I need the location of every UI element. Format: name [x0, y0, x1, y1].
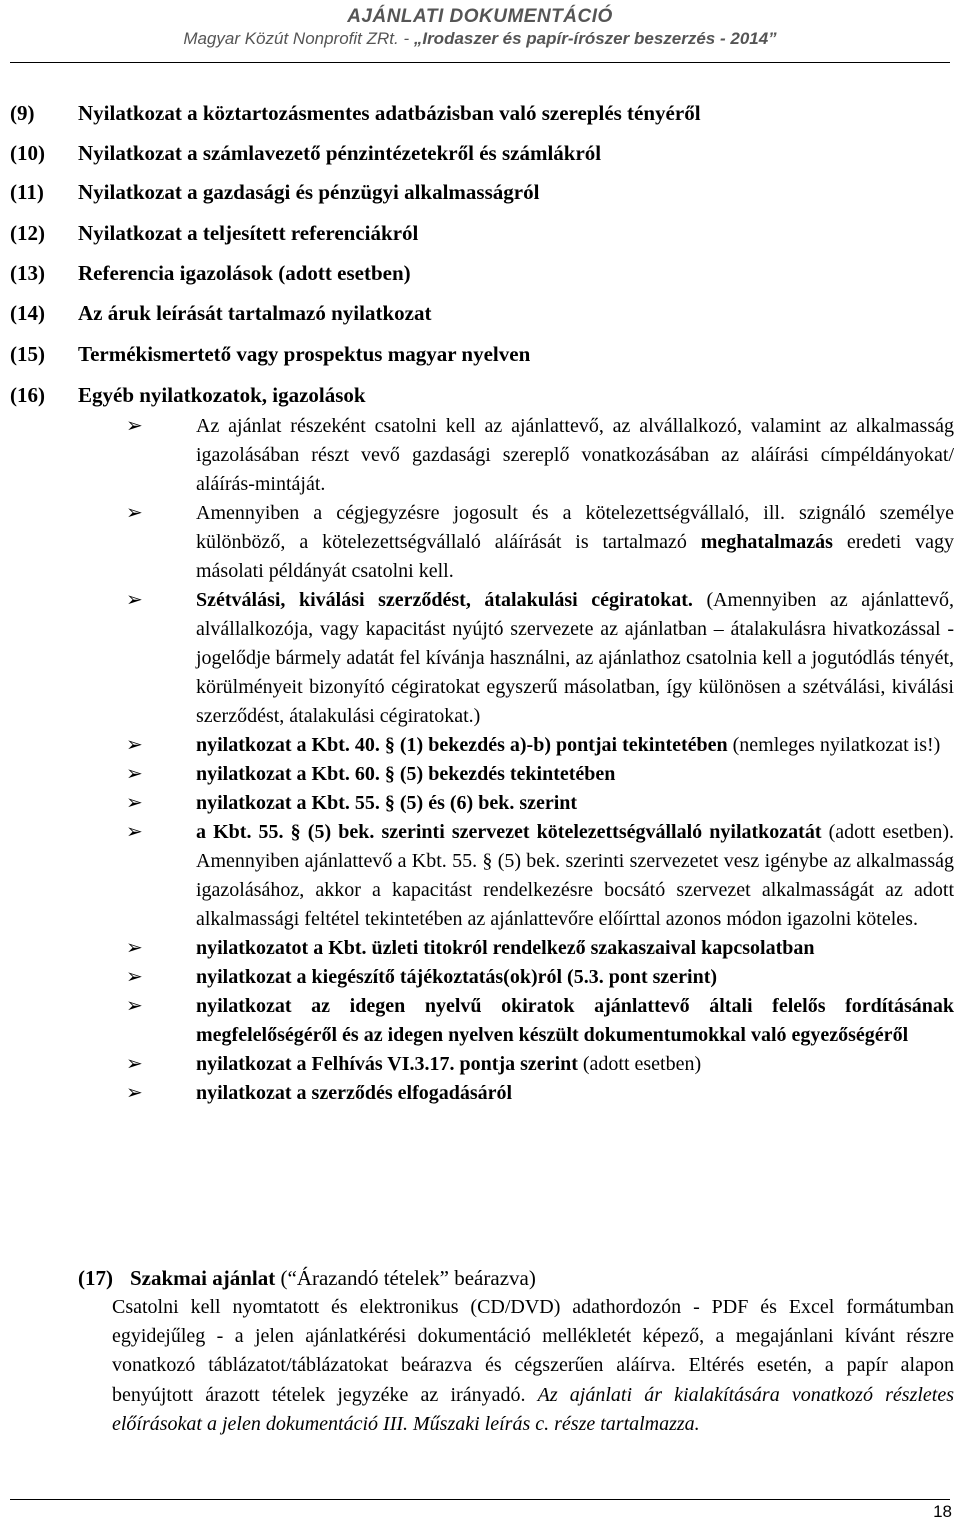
bullet-bold: nyilatkozat a Kbt. 60. § (5) bekezdés tekintetében [196, 763, 616, 785]
list-item [10, 259, 411, 287]
arrow-bullet-icon: ➢ [126, 1053, 143, 1075]
item-text: Nyilatkozat a köztartozásmentes adatbázisban való szereplés tényéről [78, 101, 701, 125]
item-number: (13) [10, 261, 45, 285]
bullet-bold: nyilatkozatot a Kbt. üzleti titokról rendelkező szakaszaival kapcsolatban [196, 937, 815, 959]
item-number: (16) [10, 383, 45, 407]
arrow-bullet-icon: ➢ [126, 966, 143, 988]
page-header [0, 6, 960, 50]
bullet-list [126, 412, 954, 1108]
arrow-bullet-icon: ➢ [126, 792, 143, 814]
section-17-heading [78, 1264, 536, 1292]
list-item [10, 381, 366, 409]
arrow-bullet-icon: ➢ [126, 589, 143, 611]
footer-divider [10, 1499, 950, 1500]
item-text: Nyilatkozat a számlavezető pénzintézetekről és számlákról [78, 141, 602, 165]
bullet-item [126, 934, 954, 963]
bullet-text: (nemleges nyilatkozat is!) [727, 734, 941, 756]
list-item [10, 99, 701, 127]
bullet-item [126, 963, 954, 992]
bullet-text: (adott esetben) [577, 1053, 702, 1075]
item-number: (12) [10, 221, 45, 245]
bullet-item [126, 1050, 954, 1079]
bullet-text: (Amennyiben az ajánlattevő, alvállalkozója, vagy kapacitást nyújtó szervezete az ajánlatban – átalakulásra hivatkozással - jogelődje bármely adatát fel kívánja használni, az ajánlathoz csatolnia kell a jogutódlás tényét, körülményeit bizonyító cégiratokat egyszerű másolatban, így különösen a szétválási, kiválási szerződést, átalakulási cégiratokat.) [196, 589, 954, 727]
bullet-bold: nyilatkozat a kiegészítő tájékoztatás(ok)ról (5.3. pont szerint) [196, 966, 718, 988]
bullet-item [126, 412, 954, 499]
arrow-bullet-icon: ➢ [126, 1082, 143, 1104]
section-title-suffix: (“Árazandó tételek” beárazva) [275, 1266, 536, 1290]
header-divider [10, 62, 950, 63]
item-text: Termékismertető vagy prospektus magyar nyelven [78, 342, 531, 366]
bullet-item [126, 818, 954, 934]
bullet-text: eredeti vagy másolati példányát csatolni kell. [196, 531, 955, 582]
item-text: Az áruk leírását tartalmazó nyilatkozat [78, 301, 432, 325]
section-title: Szakmai ajánlat [130, 1266, 276, 1290]
bullet-bold: nyilatkozat a Kbt. 55. § (5) és (6) bek. szerint [196, 792, 578, 814]
bullet-bold: nyilatkozat az idegen nyelvű okiratok ajánlattevő általi felelős fordításának megfelelőségéről és az idegen nyelven készült dokumentumokkal való egyezőségéről [196, 995, 954, 1046]
arrow-bullet-icon: ➢ [126, 734, 143, 756]
item-number: (14) [10, 301, 45, 325]
item-number: (15) [10, 342, 45, 366]
list-item [10, 219, 418, 247]
item-text: Nyilatkozat a gazdasági és pénzügyi alkalmasságról [78, 180, 540, 204]
arrow-bullet-icon: ➢ [126, 937, 143, 959]
bullet-item [126, 731, 954, 760]
item-text: Nyilatkozat a teljesített referenciákról [78, 221, 419, 245]
item-text: Referencia igazolások (adott esetben) [78, 261, 411, 285]
bullet-item [126, 789, 954, 818]
bullet-bold: a Kbt. 55. § (5) bek. szerinti szervezet kötelezettségvállaló nyilatkozatát [196, 821, 822, 843]
bullet-bold: nyilatkozat a szerződés elfogadásáról [196, 1082, 513, 1104]
document-title: AJÁNLATI DOKUMENTÁCIÓ [347, 6, 613, 27]
subtitle-bold: „Irodaszer és papír-írószer beszerzés - 2014” [413, 29, 777, 48]
bullet-bold: nyilatkozat a Kbt. 40. § (1) bekezdés a)-b) pontjai tekintetében [196, 734, 728, 756]
bullet-bold: nyilatkozat a Felhívás VI.3.17. pontja szerint [196, 1053, 578, 1075]
bullet-item [126, 586, 954, 731]
subtitle-prefix: Magyar Közút Nonprofit ZRt. - [183, 29, 414, 48]
bullet-bold: Szétválási, kiválási szerződést, átalakulási cégiratokat. [196, 589, 693, 611]
section-body-text: Csatolni kell nyomtatott és elektronikus (CD/DVD) adathordozón - PDF és Excel formátumban egyidejűleg - a jelen ajánlatkérési dokumentáció mellékletét képező, a megajánlani kívánt részre vonatkozó táblázatot/táblázatokat beárazva és cégszerűen aláírva. Eltérés esetén, a papír alapon benyújtott árazott tételek jegyzéke az irányadó. [112, 1296, 954, 1406]
section-number: (17) [78, 1266, 113, 1290]
item-number: (11) [10, 180, 44, 204]
bullet-item [126, 1079, 954, 1108]
arrow-bullet-icon: ➢ [126, 995, 143, 1017]
list-item [10, 178, 539, 206]
arrow-bullet-icon: ➢ [126, 502, 143, 524]
item-number: (10) [10, 141, 45, 165]
arrow-bullet-icon: ➢ [126, 763, 143, 785]
list-item [10, 340, 530, 368]
item-text: Egyéb nyilatkozatok, igazolások [78, 383, 366, 407]
bullet-bold: meghatalmazás [700, 531, 833, 553]
bullet-text: Az ajánlat részeként csatolni kell az ajánlattevő, az alvállalkozó, valamint az alkalmasság igazolásában részt vevő gazdasági szereplő vonatkozásában az aláírási címpéldányokat/ aláírás-mintáját. [196, 415, 954, 495]
bullet-item [126, 760, 954, 789]
list-item [10, 299, 431, 327]
bullet-text: Amennyiben a cégjegyzésre jogosult és a kötelezettségvállaló, ill. szignáló személye különböző, a kötelezettségvállaló aláírását is tartalmazó [196, 502, 954, 553]
bullet-text: (adott esetben). Amennyiben ajánlattevő a Kbt. 55. § (5) bek. szerinti szervezetet vesz igénybe az alkalmasság igazolásához, akkor a kapacitást rendelkezésre bocsátó szervezet alkalmasságát az adott alkalmassági feltétel tekintetében az ajánlattevőre előírttal azonos módon igazolni köteles. [196, 821, 954, 930]
bullet-item [126, 499, 954, 586]
section-17-body [112, 1293, 954, 1439]
arrow-bullet-icon: ➢ [126, 821, 143, 843]
section-body-italic: Az ajánlati ár kialakítására vonatkozó részletes előírásokat a jelen dokumentáció III. Műszaki leírás c. része tartalmazza. [112, 1383, 954, 1435]
arrow-bullet-icon: ➢ [126, 415, 143, 437]
list-item [10, 139, 601, 167]
document-subtitle [0, 28, 960, 50]
item-number: (9) [10, 101, 35, 125]
bullet-item [126, 992, 954, 1050]
page-number: 18 [933, 1502, 952, 1521]
